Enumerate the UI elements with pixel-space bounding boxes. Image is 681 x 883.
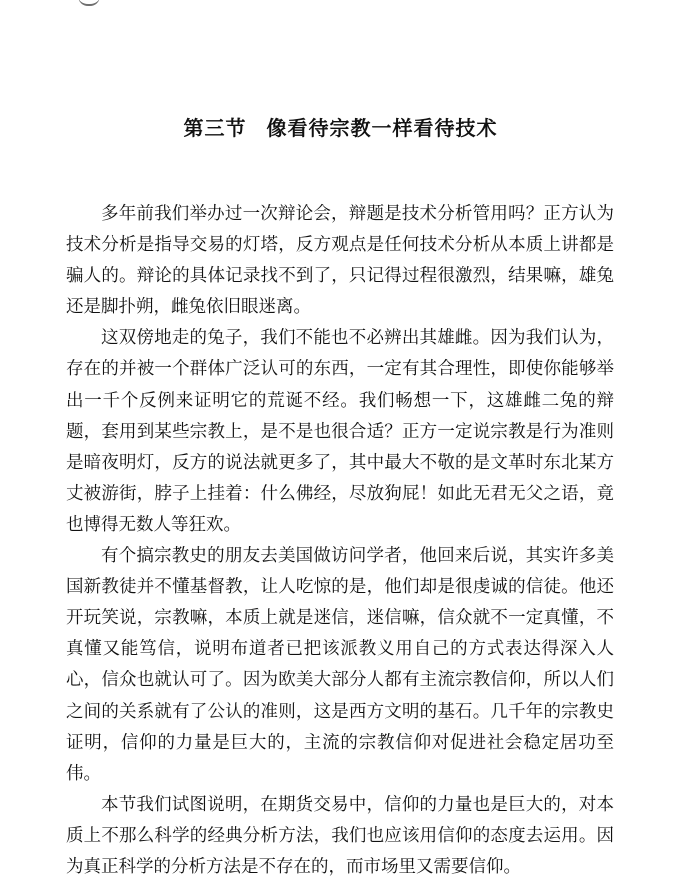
paragraph-2: 这双傍地走的兔子，我们不能也不必辨出其雄雌。因为我们认为，存在的并被一个群体广泛认可的东西，一定有其合理性，即使你能够举出一千个反例来证明它的荒诞不经。我们畅想一下，这雄雌二兔的辩题，套用到某些宗教上，是不是也很合适？正方一定说宗教是行为准则是暗夜明灯，反方的说法就更多了，其中最大不敬的是文革时东北某方丈被游街，脖子上挂着：什么佛经，尽放狗屁！如此无君无父之语，竟也博得无数人等狂欢。 bbox=[66, 328, 614, 535]
paragraph-4: 本节我们试图说明，在期货交易中，信仰的力量也是巨大的，对本质上不那么科学的经典分析方法，我们也应该用信仰的态度去运用。因为真正科学的分析方法是不存在的，而市场里又需要信仰。 bbox=[66, 794, 614, 877]
paragraph-3: 有个搞宗教史的朋友去美国做访问学者，他回来后说，其实许多美国新教徒并不懂基督教，让人吃惊的是，他们却是很虔诚的信徒。他还开玩笑说，宗教嘛，本质上就是迷信，迷信嘛，信众就不一定真懂，不真懂又能笃信，说明布道者已把该派教义用自己的方式表达得深入人心，信众也就认可了。因为欧美大部分人都有主流宗教信仰，所以人们之间的关系就有了公认的准则，这是西方文明的基石。几千年的宗教史证明，信仰的力量是巨大的，主流的宗教信仰对促进社会稳定居功至伟。 bbox=[66, 546, 614, 784]
section-title bbox=[0, 112, 681, 144]
section-label: 第三节 bbox=[183, 116, 247, 140]
paragraph-1: 多年前我们举办过一次辩论会，辩题是技术分析管用吗？正方认为技术分析是指导交易的灯塔，反方观点是任何技术分析从本质上讲都是骗人的。辩论的具体记录找不到了，只记得过程很激烈，结果嘛，雄兔还是脚扑朔，雌兔依旧眼迷离。 bbox=[66, 204, 614, 318]
page-edge-mark bbox=[78, 0, 100, 6]
section-title-text: 像看待宗教一样看待技术 bbox=[266, 116, 498, 140]
body-text bbox=[66, 199, 614, 883]
